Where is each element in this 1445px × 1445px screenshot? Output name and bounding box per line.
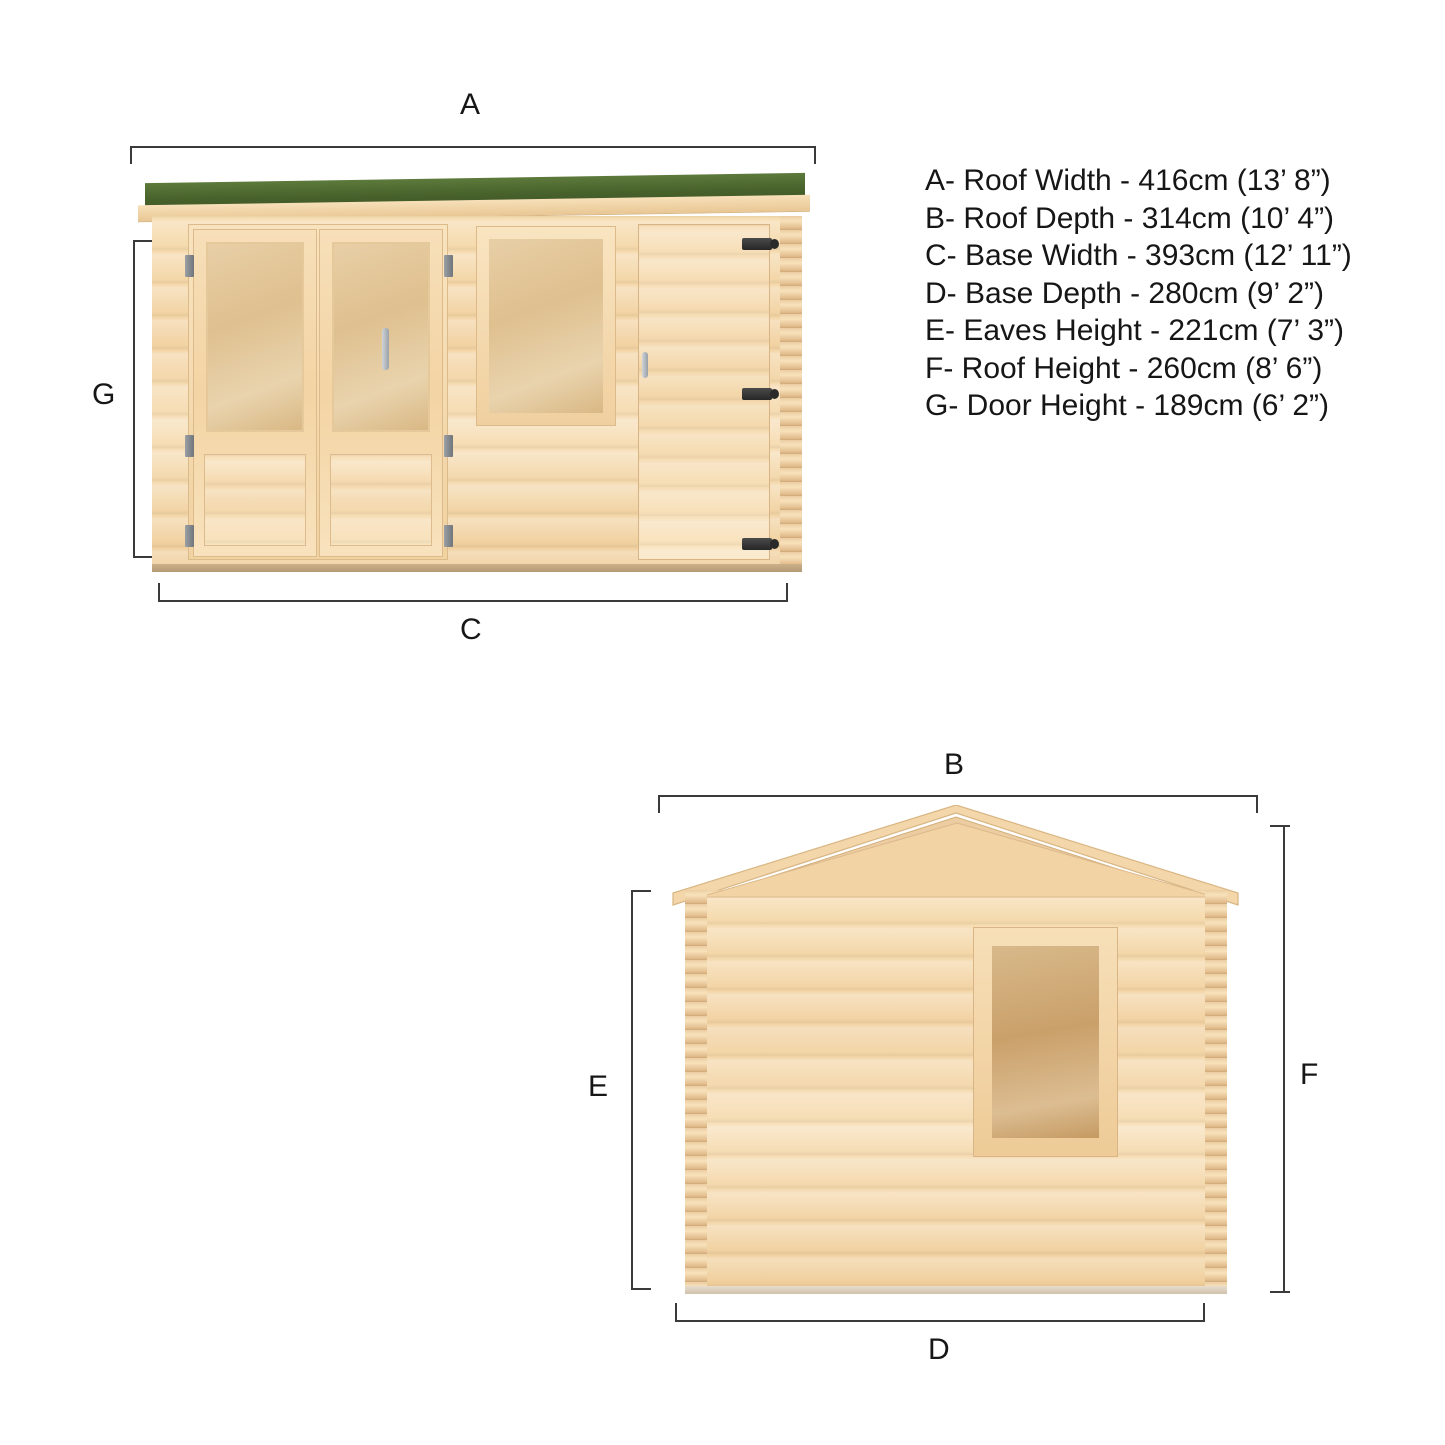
- hinge-icon: [742, 388, 772, 400]
- base-shadow-front: [152, 564, 802, 572]
- dimension-d-label: D: [928, 1333, 951, 1366]
- door-glass-left: [206, 242, 304, 432]
- base-shadow-side: [685, 1286, 1227, 1294]
- dimension-d-tick-left: [675, 1303, 677, 1321]
- log-ends-right-side: [1205, 890, 1227, 1290]
- side-elevation-drawing: [655, 805, 1275, 1305]
- gable-panel: [695, 819, 1220, 899]
- dimension-g-label: G: [92, 378, 116, 411]
- dimension-e-line: [631, 890, 633, 1290]
- door-leaf-left[interactable]: [193, 229, 317, 557]
- dimension-e-tick-top: [631, 890, 651, 892]
- dimension-legend: [925, 162, 1425, 425]
- dimension-f-line: [1283, 825, 1285, 1293]
- double-doors[interactable]: [188, 224, 448, 560]
- dimension-d-tick-right: [1203, 1303, 1205, 1321]
- legend-item-b: B- Roof Depth - 314cm (10’ 4”): [925, 201, 1335, 235]
- legend-item-g: G- Door Height - 189cm (6’ 2”): [925, 389, 1330, 422]
- front-elevation-drawing: [130, 140, 830, 660]
- front-window-glass: [489, 239, 603, 413]
- log-ends-right: [780, 216, 802, 568]
- side-door-handle[interactable]: [642, 352, 648, 378]
- legend-item-e: E- Eaves Height - 221cm (7’ 3”): [925, 314, 1345, 347]
- dimension-b-line: [658, 795, 1258, 797]
- dimension-c-label: C: [460, 613, 483, 646]
- side-window-glass: [992, 946, 1099, 1138]
- dimension-d-line: [675, 1320, 1205, 1322]
- side-window: [973, 927, 1118, 1157]
- dimension-e-tick-bottom: [631, 1288, 651, 1290]
- dimension-e-label: E: [588, 1070, 609, 1103]
- legend-item-c: C- Base Width - 393cm (12’ 11”): [925, 239, 1352, 272]
- front-window: [476, 226, 616, 426]
- log-ends-left-side: [685, 890, 707, 1290]
- log-ends-left: [152, 216, 174, 568]
- cabin-wall-side: [685, 890, 1227, 1290]
- hinge-icon: [185, 255, 194, 277]
- legend-item-d: D- Base Depth - 280cm (9’ 2”): [925, 276, 1325, 310]
- hinge-icon: [444, 255, 453, 277]
- hinge-icon: [742, 238, 772, 250]
- door-leaf-right[interactable]: [319, 229, 443, 557]
- legend-item-a: A- Roof Width - 416cm (13’ 8”): [925, 164, 1331, 197]
- dimension-b-label: B: [944, 748, 965, 781]
- door-panel-right: [330, 454, 432, 546]
- door-panel-left: [204, 454, 306, 546]
- hinge-icon: [444, 435, 453, 457]
- hinge-icon: [185, 435, 194, 457]
- door-glass-right: [332, 242, 430, 432]
- door-handle[interactable]: [382, 328, 389, 370]
- hinge-icon: [444, 525, 453, 547]
- dimension-a-label: A: [460, 88, 481, 121]
- legend-item-f: F- Roof Height - 260cm (8’ 6”): [925, 351, 1323, 385]
- hinge-icon: [185, 525, 194, 547]
- dimension-f-label: F: [1300, 1058, 1319, 1091]
- hinge-icon: [742, 538, 772, 550]
